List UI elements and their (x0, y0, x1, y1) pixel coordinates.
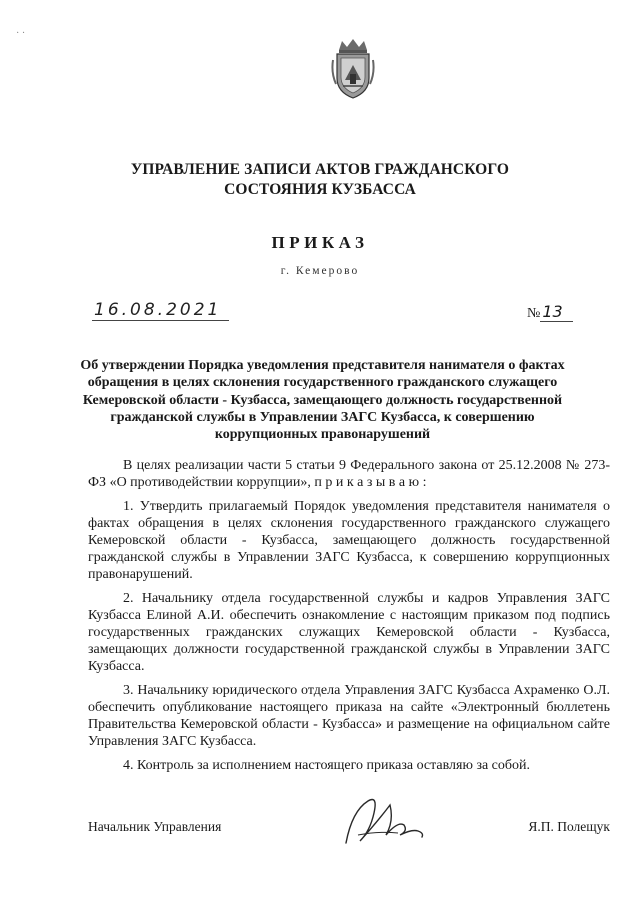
signature-block (88, 811, 610, 871)
scan-speck: · · (16, 28, 26, 39)
city-label: г. Кемерово (280, 265, 360, 277)
document-type-title: ПРИКАЗ (271, 233, 369, 252)
order-date: 16.08.2021 (92, 300, 229, 321)
signer-name: Я.П. Полещук (528, 819, 610, 834)
order-number-value: 13 (540, 302, 572, 322)
order-body (88, 457, 610, 774)
order-item: 1. Утвердить прилагаемый Порядок уведомления представителя нанимателя о фактах обращения в целях склонения государственного гражданского служащего Кемеровской области - Кузбасса, замещающего должность государственной гражданской службы в Управлении ЗАГС Кузбасса, к совершению коррупционных правонарушений. (88, 499, 610, 582)
coat-of-arms-icon (330, 38, 376, 100)
signer-position: Начальник Управления (88, 819, 222, 834)
number-sign: № (527, 306, 541, 321)
signature-icon (338, 791, 438, 853)
order-item: 3. Начальнику юридического отдела Управления ЗАГС Кузбасса Ахраменко О.Л. обеспечить опубликование настоящего приказа на сайте «Электронный бюллетень Правительства Кемеровской области - Кузбасса» и размещение на официальном сайте Управления ЗАГС Кузбасса. (88, 683, 610, 749)
organization-name: УПРАВЛЕНИЕ ЗАПИСИ АКТОВ ГРАЖДАНСКОГО СОСТОЯНИЯ КУЗБАССА (130, 161, 510, 198)
order-item: 2. Начальнику отдела государственной службы и кадров Управления ЗАГС Кузбасса Елиной А.И. обеспечить ознакомление с настоящим приказом под подпись государственных гражданских служащих Кемеровской области - Кузбасса, замещающих должности государственной гражданской службы в Управлении ЗАГС Кузбасса. (88, 591, 610, 674)
order-subject: Об утверждении Порядка уведомления представителя нанимателя о фактах обращения в целях склонения государственного гражданского служащего Кемеровской области - Кузбасса, замещающего должность государственной гражданской службы в Управлении ЗАГС Кузбасса, к совершению коррупционных правонарушений (80, 358, 565, 443)
order-number (527, 302, 573, 322)
order-item: 4. Контроль за исполнением настоящего приказа оставляю за собой. (123, 758, 531, 773)
preamble-paragraph: В целях реализации части 5 статьи 9 Федерального закона от 25.12.2008 № 273-ФЗ «О противодействии коррупции», п р и к а з ы в а ю : (88, 458, 610, 490)
